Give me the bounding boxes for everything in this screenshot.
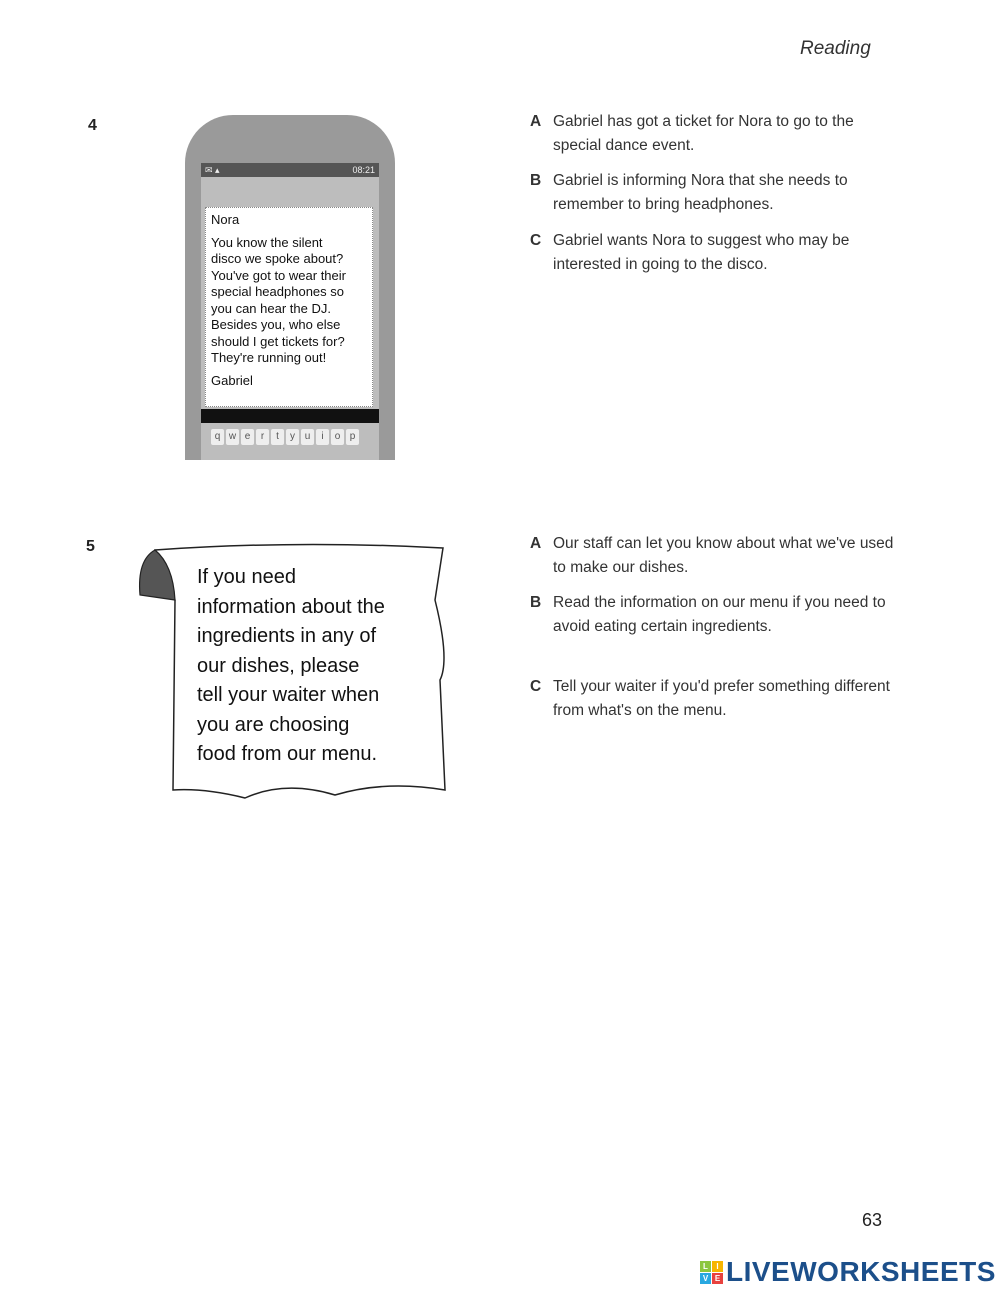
logo-tile: I: [712, 1261, 723, 1272]
message-line: You know the silent: [211, 234, 323, 250]
text-message: [205, 207, 373, 407]
message-recipient: Nora: [211, 212, 240, 227]
sign-text: [197, 563, 437, 770]
sign-line: food from our menu.: [197, 743, 378, 765]
sign-line: our dishes, please: [197, 654, 360, 677]
message-line: Besides you, who else: [211, 317, 341, 332]
option-text: Gabriel is informing Nora that she needs to remember to bring headphones.: [553, 172, 848, 213]
phone-image: [185, 115, 395, 460]
phone-toolbar: [201, 409, 379, 423]
message-sender: Gabriel: [211, 372, 253, 388]
option-letter: B: [530, 594, 542, 611]
message-body: [211, 235, 367, 367]
question-number-4: 4: [88, 117, 97, 134]
keyboard-key: r: [256, 429, 269, 445]
option-text: Read the information on our menu if you need to avoid eating certain ingredients.: [553, 594, 886, 635]
liveworksheets-logo: [700, 1256, 996, 1288]
keyboard-key: o: [331, 429, 344, 445]
message-line: You've got to wear their: [211, 267, 346, 283]
option-letter: A: [530, 113, 542, 130]
option-letter: C: [530, 678, 542, 695]
answer-option-c: [530, 229, 900, 277]
phone-time: 08:21: [352, 165, 375, 175]
keyboard-key: y: [286, 429, 299, 445]
sign-line: If you need: [197, 566, 296, 588]
logo-tile: V: [700, 1273, 711, 1284]
keyboard-key: w: [226, 429, 239, 445]
keyboard-key: i: [316, 429, 329, 445]
answer-option-c: [530, 675, 900, 723]
option-letter: B: [530, 172, 542, 189]
message-line: disco we spoke about?: [211, 251, 344, 266]
keyboard-key: p: [346, 429, 359, 445]
answer-option-a: [530, 110, 900, 158]
option-text: Tell your waiter if you'd prefer something different from what's on the menu.: [553, 678, 890, 719]
message-line: They're running out!: [211, 350, 327, 365]
answer-option-a: [530, 532, 900, 580]
logo-tiles-icon: [700, 1261, 723, 1284]
sign-line: information about the: [197, 595, 385, 618]
option-text: Gabriel wants Nora to suggest who may be interested in going to the disco.: [553, 232, 850, 273]
logo-tile: L: [700, 1261, 711, 1272]
message-line: should I get tickets for?: [211, 333, 345, 349]
status-bar: 08:21 ✉ ▴: [201, 163, 379, 177]
phone-keyboard: [211, 429, 359, 445]
phone-screen: [201, 163, 379, 460]
option-text: Our staff can let you know about what we've used to make our dishes.: [553, 535, 894, 576]
logo-tile: E: [712, 1273, 723, 1284]
question-number-5: 5: [86, 538, 95, 555]
keyboard-key: q: [211, 429, 224, 445]
message-line: special headphones so: [211, 284, 344, 299]
option-letter: C: [530, 232, 542, 249]
keyboard-key: u: [301, 429, 314, 445]
keyboard-key: t: [271, 429, 284, 445]
sign-line: tell your waiter when: [197, 684, 380, 706]
sign-line: ingredients in any of: [197, 625, 377, 647]
option-text: Gabriel has got a ticket for Nora to go to the special dance event.: [553, 113, 854, 154]
answer-option-b: [530, 169, 900, 217]
sign-line: you are choosing: [197, 713, 350, 736]
section-header: Reading: [800, 38, 871, 59]
option-letter: A: [530, 535, 542, 552]
logo-text: LIVEWORKSHEETS: [726, 1256, 996, 1287]
answer-option-b: [530, 591, 900, 639]
page-number: 63: [862, 1210, 883, 1230]
keyboard-key: e: [241, 429, 254, 445]
message-line: you can hear the DJ.: [211, 300, 331, 316]
